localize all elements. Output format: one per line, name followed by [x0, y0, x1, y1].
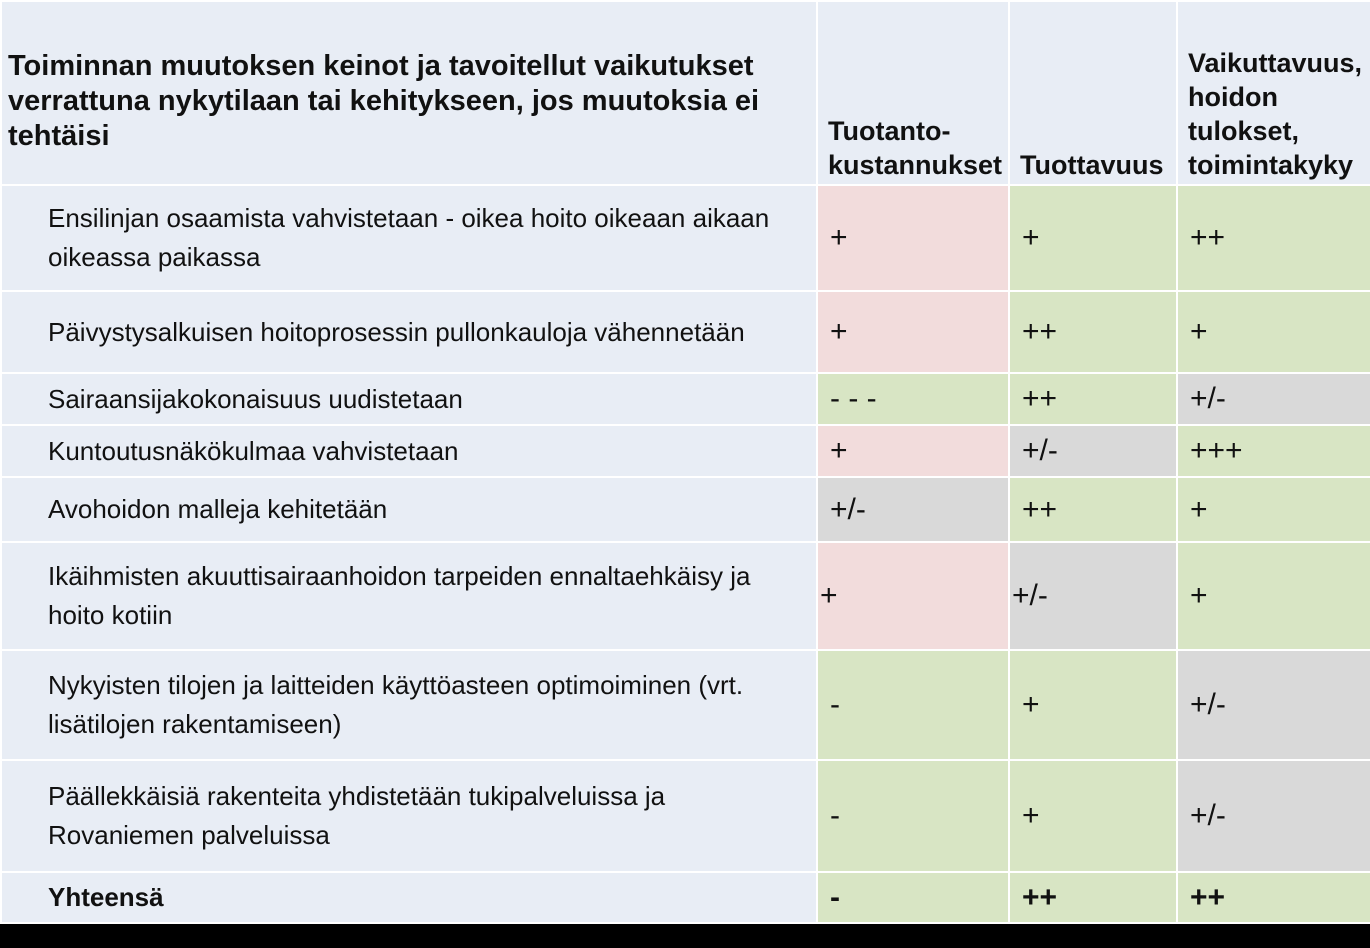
- table-row: [1, 477, 1370, 542]
- row-label: Ensilinjan osaamista vahvistetaan - oikea hoito oikeaan aikaan oikeassa paikassa: [1, 185, 817, 291]
- cell-productivity: +/-: [1009, 425, 1177, 477]
- cell-effectiveness: +: [1177, 291, 1370, 373]
- total-productivity: ++: [1009, 872, 1177, 923]
- header-row: [1, 1, 1370, 185]
- cell-production-costs: +: [817, 291, 1009, 373]
- table-row: [1, 760, 1370, 872]
- table-title: Toiminnan muutoksen keinot ja tavoitellut vaikutukset verrattuna nykytilaan tai kehitykseen, jos muutoksia ei tehtäisi: [1, 1, 817, 185]
- cell-productivity: +/-: [1009, 542, 1177, 650]
- total-production-costs: -: [817, 872, 1009, 923]
- table-row: [1, 291, 1370, 373]
- table-row: [1, 185, 1370, 291]
- cell-productivity: ++: [1009, 373, 1177, 425]
- table-row: [1, 373, 1370, 425]
- cell-effectiveness: +: [1177, 542, 1370, 650]
- cell-effectiveness: +/-: [1177, 760, 1370, 872]
- header-effectiveness: Vaikuttavuus, hoidon tulokset, toimintakyky: [1177, 1, 1370, 185]
- cell-production-costs: -: [817, 650, 1009, 760]
- total-row: [1, 872, 1370, 923]
- cell-effectiveness: +++: [1177, 425, 1370, 477]
- total-effectiveness: ++: [1177, 872, 1370, 923]
- row-label: Avohoidon malleja kehitetään: [1, 477, 817, 542]
- table-row: [1, 542, 1370, 650]
- cell-production-costs: +: [817, 542, 1009, 650]
- cell-effectiveness: +/-: [1177, 373, 1370, 425]
- cell-production-costs: -: [817, 760, 1009, 872]
- row-label: Päällekkäisiä rakenteita yhdistetään tukipalveluissa ja Rovaniemen palveluissa: [1, 760, 817, 872]
- row-label: Päivystysalkuisen hoitoprosessin pullonkauloja vähennetään: [1, 291, 817, 373]
- cell-productivity: ++: [1009, 477, 1177, 542]
- row-label: Sairaansijakokonaisuus uudistetaan: [1, 373, 817, 425]
- cell-production-costs: +: [817, 425, 1009, 477]
- cell-production-costs: +: [817, 185, 1009, 291]
- table-row: [1, 425, 1370, 477]
- row-label: Nykyisten tilojen ja laitteiden käyttöasteen optimoiminen (vrt. lisätilojen rakentamiseen): [1, 650, 817, 760]
- cell-effectiveness: +: [1177, 477, 1370, 542]
- cell-effectiveness: +/-: [1177, 650, 1370, 760]
- total-label: Yhteensä: [1, 872, 817, 923]
- header-productivity: Tuottavuus: [1009, 1, 1177, 185]
- row-label: Ikäihmisten akuuttisairaanhoidon tarpeiden ennaltaehkäisy ja hoito kotiin: [1, 542, 817, 650]
- table-row: [1, 650, 1370, 760]
- cell-effectiveness: ++: [1177, 185, 1370, 291]
- cell-production-costs: - - -: [817, 373, 1009, 425]
- cell-productivity: ++: [1009, 291, 1177, 373]
- header-production-costs: Tuotanto-kustannukset: [817, 1, 1009, 185]
- cell-productivity: +: [1009, 760, 1177, 872]
- cell-production-costs: +/-: [817, 477, 1009, 542]
- row-label: Kuntoutusnäkökulmaa vahvistetaan: [1, 425, 817, 477]
- cell-productivity: +: [1009, 650, 1177, 760]
- cell-productivity: +: [1009, 185, 1177, 291]
